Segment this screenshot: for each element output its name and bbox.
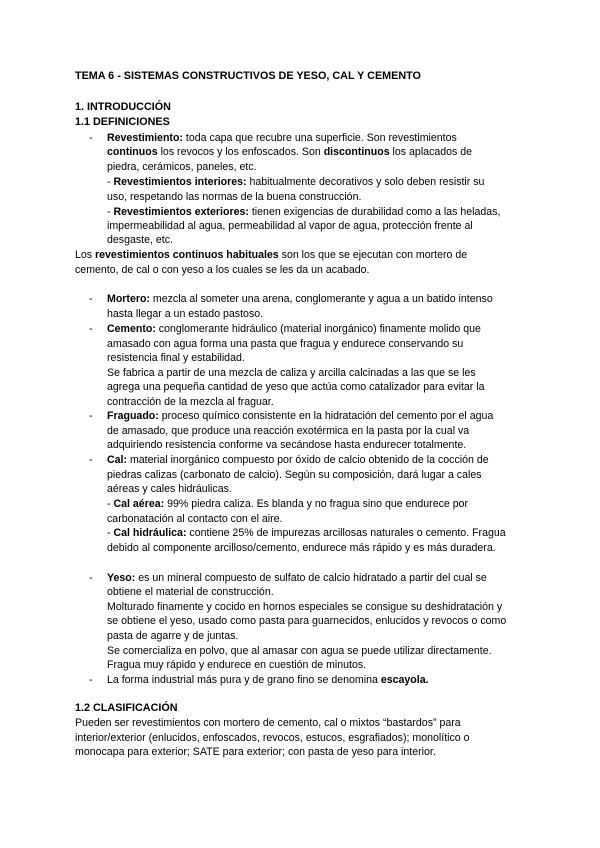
- text-line: [107, 145, 472, 159]
- section-heading-introduccion: 1. INTRODUCCIÓN: [75, 101, 171, 113]
- paragraph-line: Pueden ser revestimientos con mortero de cemento, cal o mixtos “bastardos” para: [75, 717, 461, 729]
- bullet-dash: -: [89, 454, 93, 466]
- term-yeso: Yeso:: [107, 572, 136, 584]
- definition-yeso: [107, 571, 487, 585]
- bullet-dash: -: [89, 293, 93, 305]
- text-line: se obtiene el yeso, usado como pasta para guarnecidos, enlucidos y revocos o como: [107, 615, 507, 627]
- definition-revestimientos-exteriores: [107, 205, 500, 219]
- text-span: conglomerante hidráulico (material inorgánico) finamente molido que: [155, 323, 481, 335]
- text-line: uso, respetando las normas de la buena construcción.: [107, 191, 362, 203]
- text-line: pasta de agarre y de juntas.: [107, 630, 239, 642]
- text-span: -: [107, 527, 114, 539]
- text-span: Los: [75, 249, 96, 261]
- text-span: La forma industrial más pura y de grano fino se denomina: [107, 674, 381, 686]
- term-cemento: Cemento:: [107, 323, 156, 335]
- term-revestimientos-continuos: revestimientos continuos habituales: [95, 249, 279, 261]
- text-span: tienen exigencias de durabilidad como a las heladas,: [248, 206, 501, 218]
- paragraph-line: interior/exterior (enlucidos, enfoscados, revocos, estucos, esgrafiados); monolítico o: [75, 732, 470, 744]
- term-cal-hidraulica: Cal hidráulica:: [113, 527, 187, 539]
- subsection-heading-clasificacion: 1.2 CLASIFICACIÓN: [75, 702, 178, 714]
- text-line: piedras calizas (carbonato de calcio). Según su composición, dará lugar a cales: [107, 469, 482, 481]
- bullet-dash: -: [89, 323, 93, 335]
- term-cal-aerea: Cal aérea:: [113, 498, 165, 510]
- term-revestimiento: Revestimiento:: [107, 132, 183, 144]
- text-line: toda capa que recubre una superficie. Son revestimientos: [182, 132, 457, 144]
- text-span: material inorgánico compuesto por óxido de calcio obtenido de la cocción de: [127, 454, 489, 466]
- bullet-dash: -: [89, 674, 93, 686]
- text-line: amasado con agua forma una pasta que fragua y endurece conservando su: [107, 338, 464, 350]
- text-line: Se comercializa en polvo, que al amasar con agua se puede utilizar directamente.: [107, 645, 492, 657]
- text-span: -: [107, 176, 114, 188]
- definition-cal-hidraulica: [107, 526, 506, 540]
- definition-revestimientos-interiores: [107, 175, 484, 189]
- term-fraguado: Fraguado:: [107, 410, 159, 422]
- bullet-dash: -: [89, 572, 93, 584]
- text-line: carbonatación al contacto con el aire.: [107, 513, 283, 525]
- term-revestimientos-interiores: Revestimientos interiores:: [113, 176, 247, 188]
- text-span: los aplacados de: [389, 146, 473, 158]
- text-span: -: [107, 498, 114, 510]
- text-line: debido al componente arcilloso/cemento, endurece más rápido y es más duradera.: [107, 542, 496, 554]
- term-cal: Cal:: [107, 454, 128, 466]
- text-span: habitualmente decorativos y solo deben resistir su: [246, 176, 485, 188]
- text-line: Se fabrica a partir de una mezcla de caliza y arcilla calcinadas a las que se les: [107, 367, 476, 379]
- text-span: contiene 25% de impurezas arcillosas naturales o cemento. Fragua: [186, 527, 506, 539]
- text-line: desgaste, etc.: [107, 234, 173, 246]
- text-line: hasta llegar a un estado pastoso.: [107, 308, 264, 320]
- text-span: es un mineral compuesto de sulfato de calcio hidratado a partir del cual se: [135, 572, 487, 584]
- text-span: mezcla al someter una arena, conglomerante y agua a un batido intenso: [149, 293, 493, 305]
- term-revestimientos-exteriores: Revestimientos exteriores:: [113, 206, 249, 218]
- text-line: Fragua muy rápido y endurece en cuestión de minutos.: [107, 659, 367, 671]
- term-mortero: Mortero:: [107, 293, 150, 305]
- term-discontinuos: discontinuos: [323, 146, 390, 158]
- text-line: obtiene el material de construcción.: [107, 586, 274, 598]
- paragraph-line: cemento, de cal o con yeso a los cuales se les da un acabado.: [75, 264, 370, 276]
- text-span: son los que se ejecutan con mortero de: [278, 249, 468, 261]
- term-continuos: continuos: [107, 146, 158, 158]
- definition-escayola: [107, 673, 429, 687]
- paragraph-line: [75, 248, 467, 262]
- text-line: Molturado finamente y cocido en hornos especiales se consigue su deshidratación y: [107, 601, 503, 613]
- text-span: -: [107, 206, 114, 218]
- text-line: resistencia final y estabilidad.: [107, 352, 245, 364]
- definition-cal: [107, 453, 489, 467]
- definition-revestimiento: [107, 131, 457, 145]
- bullet-dash: -: [89, 132, 93, 144]
- paragraph-line: monocapa para exterior; SATE para exterior; con pasta de yeso para interior.: [75, 746, 436, 758]
- bullet-dash: -: [89, 410, 93, 422]
- document-title: TEMA 6 - SISTEMAS CONSTRUCTIVOS DE YESO, CAL Y CEMENTO: [75, 70, 421, 82]
- definition-cemento: [107, 322, 481, 336]
- term-escayola: escayola.: [380, 674, 429, 686]
- definition-mortero: [107, 292, 493, 306]
- text-line: adquiriendo resistencia conforme va secándose hasta endurecer totalmente.: [107, 439, 467, 451]
- text-line: impermeabilidad al agua, permeabilidad al vapor de agua, protección frente al: [107, 220, 473, 232]
- text-span: los revocos y los enfoscados. Son: [157, 146, 324, 158]
- text-line: piedra, cerámicos, paneles, etc.: [107, 161, 257, 173]
- subsection-heading-definiciones: 1.1 DEFINICIONES: [75, 116, 170, 128]
- definition-fraguado: [107, 409, 493, 423]
- text-line: de amasado, que produce una reacción exotérmica en la pasta por la cual va: [107, 425, 470, 437]
- text-span: 99% piedra caliza. Es blanda y no fragua sino que endurece por: [164, 498, 469, 510]
- text-line: contracción de la mezcla al fraguar.: [107, 396, 274, 408]
- text-span: proceso químico consistente en la hidratación del cemento por el agua: [158, 410, 494, 422]
- text-line: agrega una pequeña cantidad de yeso que actúa como catalizador para evitar la: [107, 381, 485, 393]
- definition-cal-aerea: [107, 497, 468, 511]
- text-line: aéreas y cales hidráulicas.: [107, 483, 232, 495]
